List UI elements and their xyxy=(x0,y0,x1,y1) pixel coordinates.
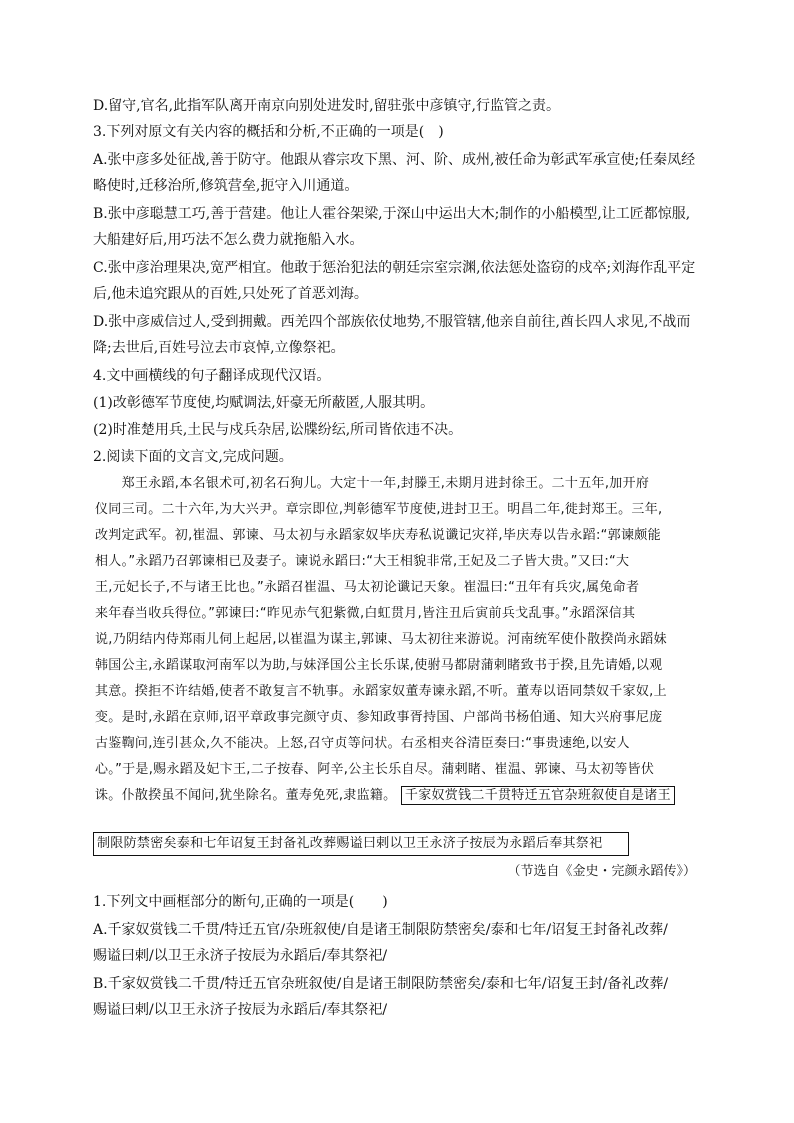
question-3-stem: 3.下列对原文有关内容的概括和分析,不正确的一项是( ) xyxy=(93,124,444,140)
q3-option-d-line-2: 降;去世后,百姓号泣去市哀悼,立像祭祀。 xyxy=(93,340,345,356)
section-2-heading: 2.阅读下面的文言文,完成问题。 xyxy=(93,449,293,465)
question-4-stem: 4.文中画横线的句子翻译成现代汉语。 xyxy=(93,368,331,384)
passage-line: 古鉴鞫问,连引甚众,久不能决。上怒,召守贞等问状。右丞相夹谷清臣奏曰:“事贵速绝,以安人 xyxy=(95,736,630,751)
passage-line: 心。”于是,赐永蹈及妃卞王,二子按春、阿辛,公主长乐自尽。蒲剌睹、崔温、郭谏、马太初等皆伏 xyxy=(95,762,655,777)
q3-option-c-line-1: C.张中彦治理果决,宽严相宜。他敢于惩治犯法的朝廷宗室宗渊,依法惩处盗窃的戍卒;刘海作乱平定 xyxy=(93,260,696,276)
q3-option-b-line-2: 大船建好后,用巧法不怎么费力就拖船入水。 xyxy=(93,232,364,248)
q3-option-a-line-1: A.张中彦多处征战,善于防守。他跟从睿宗攻下黑、河、阶、成州,被任命为彰武军承宣使;任秦凤经 xyxy=(93,152,696,168)
option-d-note: D.留守,官名,此指军队离开南京向别处进发时,留驻张中彦镇守,行监管之责。 xyxy=(93,98,560,114)
source-citation: （节选自《金史・完颜永蹈传》） xyxy=(507,864,696,879)
passage-line-end xyxy=(95,786,695,806)
passage-line: 其意。揆拒不许结婚,使者不敢复言不轨事。永蹈家奴董寿谏永蹈,不听。董寿以语同禁奴千家奴,上 xyxy=(95,684,667,699)
q3-option-b-line-1: B.张中彦聪慧工巧,善于营建。他让人霍谷架梁,于深山中运出大木;制作的小船模型,让工匠都惊服, xyxy=(93,206,691,222)
q1-option-a-line-2: 赐谥曰剌/以卫王永济子按辰为永蹈后/奉其祭祀/ xyxy=(93,948,388,964)
q3-option-d-line-1: D.张中彦威信过人,受到拥戴。西羌四个部族依仗地势,不服管辖,他亲自前往,酋长四人求见,不战而 xyxy=(93,314,691,330)
q1-option-a-line-1: A.千家奴赏钱二千贯/特迁五官/杂班叙使/自是诸王制限防禁密矣/泰和七年/诏复王封备礼改葬/ xyxy=(93,922,668,938)
passage-text: 诛。仆散揆虽不闻问,犹坐除名。董寿免死,隶监籍。 xyxy=(95,788,397,803)
boxed-passage-part-1: 千家奴赏钱二千贯特迁五官杂班叙使自是诸王 xyxy=(401,786,675,805)
passage-line: 说,乃阴结内侍郑雨儿伺上起居,以崔温为谋主,郭谏、马太初往来游说。河南统军使仆散揆尚永蹈妹 xyxy=(95,632,667,647)
q1-option-b-line-2: 赐谥曰剌/以卫王永济子按辰为永蹈后/奉其祭祀/ xyxy=(93,1002,388,1018)
passage-line: 变。是时,永蹈在京师,诏平章政事完颜守贞、参知政事胥持国、户部尚书杨伯通、知大兴府事尼庞 xyxy=(95,710,663,725)
passage-line: 韩国公主,永蹈谋取河南军以为助,与妹泽国公主长乐谋,使驸马都尉蒲剌睹致书于揆,且先请婚,以观 xyxy=(95,658,663,673)
q4-sentence-1: (1)改彰德军节度使,均赋调法,奸豪无所蔽匿,人服其明。 xyxy=(93,395,435,411)
q1-option-b-line-1: B.千家奴赏钱二千贯/特迁五官杂班叙使/自是诸王制限防禁密矣/泰和七年/诏复王封/备礼改葬/ xyxy=(93,976,669,992)
passage-line: 来年春当收兵得位。”郭谏曰:“昨见赤气犯紫微,白虹贯月,皆注丑后寅前兵戈乱事。”永蹈深信其 xyxy=(95,606,636,621)
passage-line: 仪同三司。二十六年,为大兴尹。章宗即位,判彰德军节度使,进封卫王。明昌二年,徙封郑王。三年, xyxy=(95,502,663,517)
passage-line: 改判定武军。初,崔温、郭谏、马太初与永蹈家奴毕庆寿私说谶记灾祥,毕庆寿以告永蹈:“郭谏颇能 xyxy=(95,528,661,543)
q3-option-c-line-2: 后,他未追究跟从的百姓,只处死了首恶刘海。 xyxy=(93,286,368,302)
q4-sentence-2: (2)时准楚用兵,土民与戍兵杂居,讼牒纷纭,所司皆依违不决。 xyxy=(93,422,463,438)
passage-frame xyxy=(93,832,629,856)
boxed-passage-part-2: 制限防禁密矣泰和七年诏复王封备礼改葬赐谥曰剌以卫王永济子按辰为永蹈后奉其祭祀 xyxy=(97,836,603,851)
passage-line: 相人。”永蹈乃召郭谏相已及妻子。谏说永蹈曰:“大王相貌非常,王妃及二子皆大贵。”又曰:“大 xyxy=(95,554,630,569)
question-1-stem: 1.下列文中画框部分的断句,正确的一项是( ) xyxy=(93,894,388,910)
passage-line: 郑王永蹈,本名银术可,初名石狗儿。大定十一年,封滕王,未期月进封徐王。二十五年,加开府 xyxy=(95,476,650,491)
q3-option-a-line-2: 略使时,迁移治所,修筑营垒,扼守入川通道。 xyxy=(93,178,359,194)
passage-line: 王,元妃长子,不与诸王比也。”永蹈召崔温、马太初论谶记天象。崔温曰:“丑年有兵灾,属兔命者 xyxy=(95,580,640,595)
